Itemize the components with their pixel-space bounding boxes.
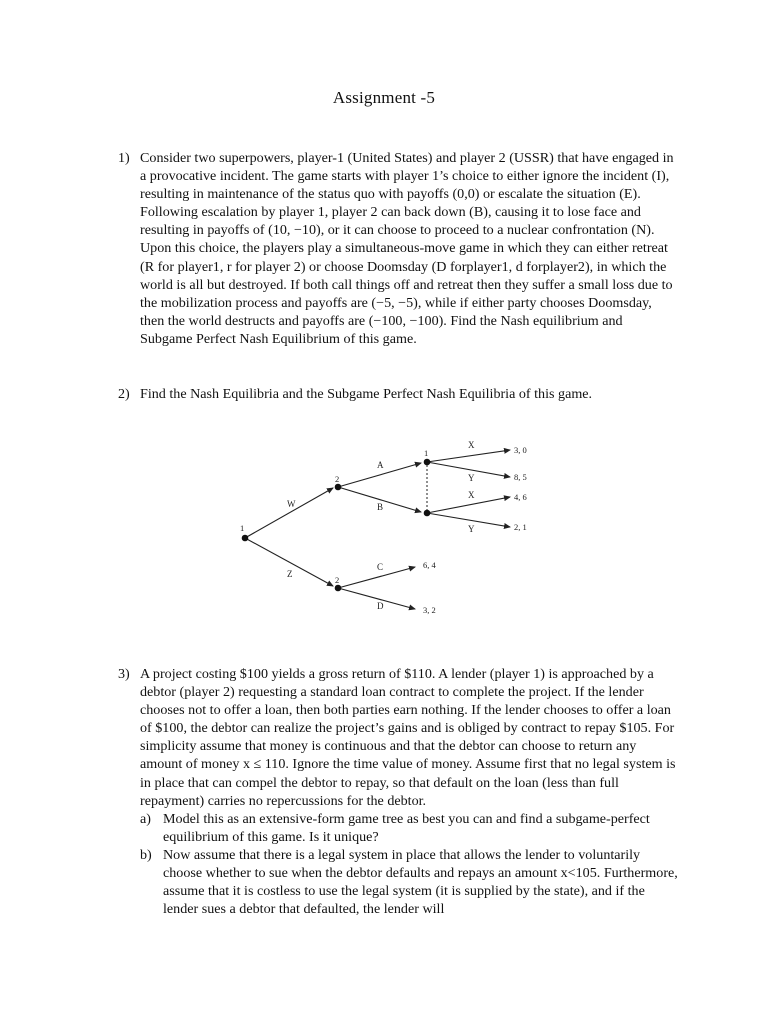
payoff-x-bottom: 4, 6 — [514, 492, 527, 502]
lower-decision-node — [335, 585, 342, 592]
game-tree-diagram — [225, 430, 545, 620]
question-3a-label: a) — [140, 810, 151, 827]
question-2 — [118, 385, 678, 403]
payoff-c: 6, 4 — [423, 560, 436, 570]
move-z-label: Z — [287, 569, 293, 579]
move-y-top-label: Y — [468, 473, 475, 483]
root-player-label: 1 — [240, 523, 245, 533]
payoff-y-top: 8, 5 — [514, 472, 527, 482]
lower-player-label: 2 — [335, 575, 340, 585]
move-x-top-label: X — [468, 440, 475, 450]
info-set-top-node — [424, 459, 431, 466]
edge-x-top — [427, 450, 510, 462]
question-1 — [118, 149, 678, 348]
payoff-y-bottom: 2, 1 — [514, 522, 527, 532]
move-y-bottom-label: Y — [468, 524, 475, 534]
question-3 — [118, 665, 678, 918]
info-set-player-label: 1 — [424, 448, 429, 458]
root-node — [242, 535, 249, 542]
move-d-label: D — [377, 601, 384, 611]
question-3b — [140, 846, 678, 918]
upper-player-label: 2 — [335, 474, 340, 484]
question-3b-text: Now assume that there is a legal system in place that allows the lender to voluntarily choose whether to sue when the debtor defaults and repays an amount x<105. Furthermore, assume that it is costless to use the legal system (it is supplied by the state), and if the lender sues a debtor that defaulted, the lender will — [163, 846, 678, 918]
page-title: Assignment -5 — [332, 88, 436, 107]
info-set-bottom-node — [424, 510, 431, 517]
edge-w — [245, 488, 333, 538]
question-3a-text: Model this as an extensive-form game tree as best you can and find a subgame-perfect equilibrium of this game. Is it unique? — [163, 810, 650, 845]
move-b-label: B — [377, 502, 384, 512]
question-1-number: 1) — [118, 150, 130, 166]
question-2-text: Find the Nash Equilibria and the Subgame Perfect Nash Equilibria of this game. — [140, 386, 593, 402]
question-3-text: A project costing $100 yields a gross return of $110. A lender (player 1) is approached by a debtor (player 2) requesting a standard loan contract to complete the project. If the lender chooses not to offer a loan, then both parties earn nothing. If the lender chooses to offer a loan of $100, the debtor can realize the project’s gains and is obliged by contract to repay $105. For simplicity assume that money is continuous and that the debtor can choose to return any amount of money x ≤ 110. Ignore the time value of money. Assume first that no legal system is in place that can compel the debtor to repay, so that default on the loan (less than full repayment) carries no repercussions for the debtor. — [140, 666, 676, 809]
question-3-number: 3) — [118, 666, 130, 682]
upper-decision-node — [335, 484, 342, 491]
move-a-label: A — [377, 460, 384, 470]
move-x-bottom-label: X — [468, 490, 475, 500]
question-3a — [140, 810, 678, 846]
question-1-text: Consider two superpowers, player-1 (United States) and player 2 (USSR) that have engaged in a provocative incident. The game starts with player 1’s choice to either ignore the incident (I), resulting in maintenance of the status quo with payoffs (0,0) or escalate the situation (E). Following escalation by player 1, player 2 can back down (B), causing it to lose face and resulting in payoffs of (10, −10), or it can choose to proceed to a nuclear confrontation (N). Upon this choice, the players play a simultaneous-move game in which they can either retreat (R for player1, r for player 2) or choose Doomsday (D forplayer1, d forplayer2), in which the world is all but destroyed. If both call things off and retreat then they suffer a small loss due to the mobilization process and payoffs are (−5, −5), while if either party chooses Doomsday, then the world destructs and payoffs are (−100, −100). Find the Nash equilibrium and Subgame Perfect Nash Equilibrium of this game. — [140, 150, 674, 347]
question-2-number: 2) — [118, 386, 130, 402]
move-c-label: C — [377, 562, 384, 572]
move-w-label: W — [287, 499, 296, 509]
payoff-x-top: 3, 0 — [514, 445, 527, 455]
question-3b-label: b) — [140, 846, 152, 863]
payoff-d: 3, 2 — [423, 605, 436, 615]
